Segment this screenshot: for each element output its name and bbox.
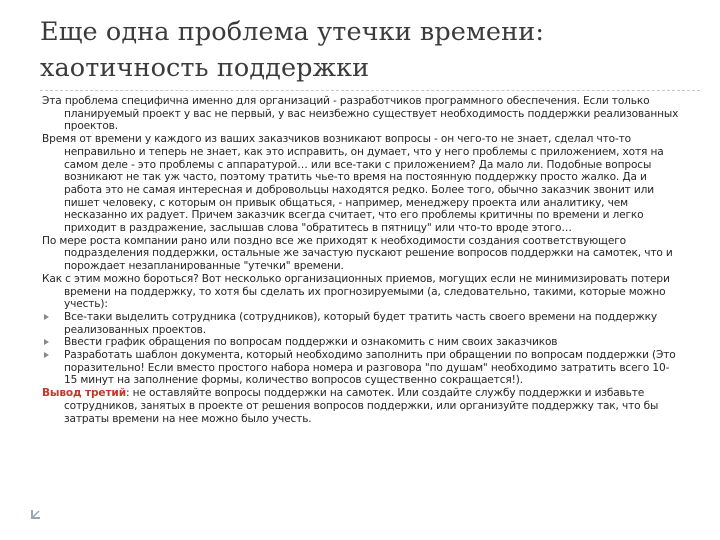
paragraph-customer-questions: Время от времени у каждого из ваших заказчиков возникают вопросы - он чего-то не знает, сделал что-то неправильно и теперь не знает, как это исправить, он думает, что у него проблемы с приложением, хотя на самом деле - это проблемы с аппаратурой… или все-таки с приложением? Да мало ли. Подобные вопросы возникают не так уж часто, поэтому тратить чье-то время на постоянную поддержку просто жалко. Да и работа это не самая интересная и добровольцы находятся редко. Более того, обычно заказчик звонит или пишет человеку, с которым он привык общаться, - например, менеджеру проекта или аналитику, чем несказанно их радует. Причем заказчик всегда считает, что его проблемы критичны по времени и легко приходит в раздражение, заслышав слова "обратитесь в пятницу" или что-то вроде этого…: [42, 133, 664, 235]
bullet-item: [42, 311, 682, 336]
triangle-right-icon: [44, 352, 49, 358]
title-divider: [40, 90, 700, 91]
bullet-text: Все-таки выделить сотрудника (сотрудников), который будет тратить часть своего времени на поддержку реализованных проектов.: [64, 310, 657, 336]
conclusion-label: Вывод третий: [42, 387, 126, 400]
bullet-item: [42, 336, 682, 349]
slide-title: [40, 14, 700, 86]
paragraph-how-to-fight: Как с этим можно бороться? Вот несколько организационных приемов, могущих если не минимизировать потери времени на поддержку, то хотя бы сделать их прогнозируемыми (а, следовательно, такими, которые можно учесть):: [42, 272, 670, 311]
paragraph-company-growth: По мере роста компании рано или поздно все же приходят к необходимости создания соответствующего подразделения поддержки, остальные же зачастую пускают решение вопросов поддержки на самотек, что и порождает незапланированные "утечки" времени.: [42, 234, 673, 273]
triangle-right-icon: [44, 339, 49, 345]
chevron-corner-icon: [30, 508, 42, 520]
bullet-item: [42, 349, 682, 387]
paragraph-conclusion: [42, 387, 682, 425]
bullet-text: Разработать шаблон документа, который необходимо заполнить при обращении по вопросам поддержки (Это поразительно! Если вместо простого набора номера и разговора "по душам" необходимо затратить всего 10-15 минут на заполнение формы, количество вопросов существенно сокращается!).: [64, 349, 676, 387]
title-line-2: хаотичность поддержки: [40, 53, 370, 83]
title-line-1: Еще одна проблема утечки времени:: [40, 17, 545, 47]
bullet-text: Ввести график обращения по вопросам поддержки и ознакомить с ним своих заказчиков: [64, 336, 558, 349]
triangle-right-icon: [44, 314, 49, 320]
conclusion-text: : не оставляйте вопросы поддержки на самотек. Или создайте службу поддержки и избавьте сотрудников, занятых в проекте от решения вопросов поддержки, или организуйте поддержку так, что бы затраты времени на нее можно было учесть.: [64, 387, 659, 425]
slide-body: [42, 95, 682, 425]
paragraph-intro: Эта проблема специфична именно для организаций - разработчиков программного обеспечения. Если только планируемый проект у вас не первый, у вас неизбежно существует необходимость поддержки реализованных проектов.: [42, 95, 679, 133]
